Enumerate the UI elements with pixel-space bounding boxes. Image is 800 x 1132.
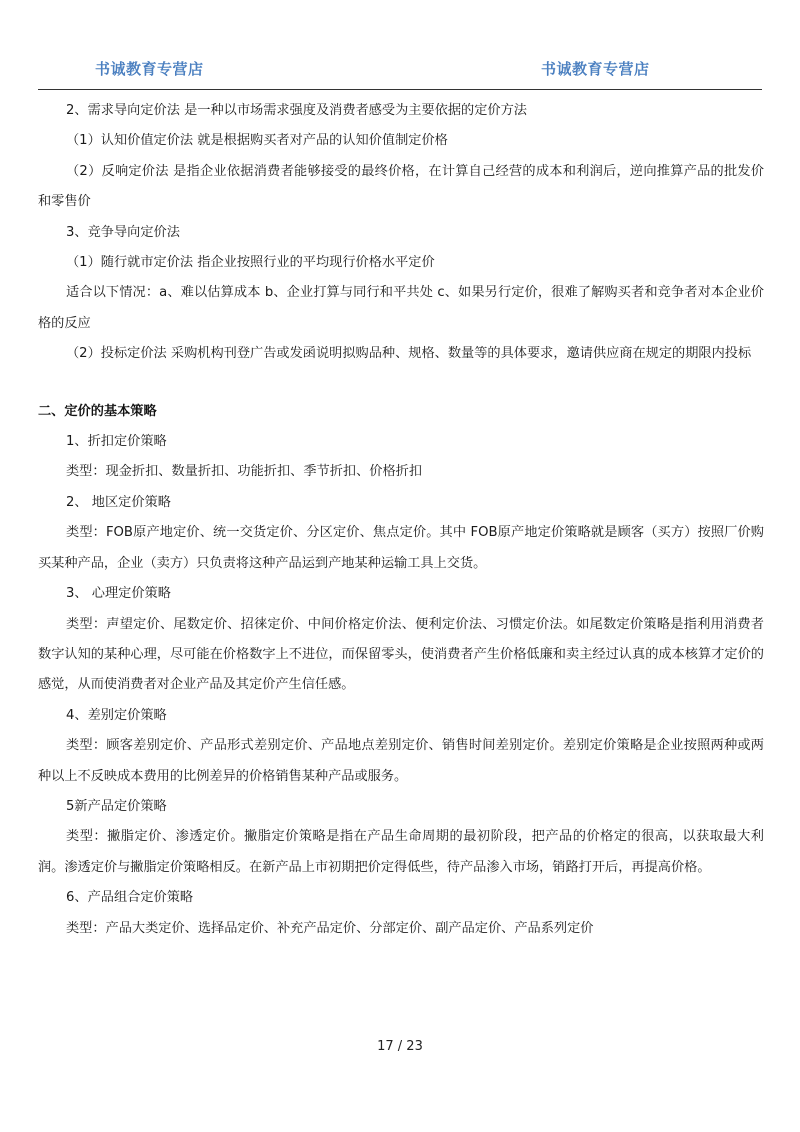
paragraph: 类型：顾客差别定价、产品形式差别定价、产品地点差别定价、销售时间差别定价。差别定价策略是企业按照两种或两种以上不反映成本费用的比例差异的价格销售某种产品或服务。 [38, 738, 764, 784]
paragraph: 类型：声望定价、尾数定价、招徕定价、中间价格定价法、便利定价法、习惯定价法。如尾数定价策略是指利用消费者数字认知的某种心理，尽可能在价格数字上不进位，而保留零头，使消费者产生价格低廉和卖主经过认真的成本核算才定价的感觉，从而使消费者对企业产品及其定价产生信任感。 [38, 616, 764, 693]
paragraph: 3、竞争导向定价法 [66, 224, 180, 240]
paragraph: 2、需求导向定价法 是一种以市场需求强度及消费者感受为主要依据的定价方法 [66, 103, 527, 118]
paragraph: 类型：FOB原产地定价、统一交货定价、分区定价、焦点定价。其中 FOB原产地定价策略就是顾客（买方）按照厂价购买某种产品，企业（卖方）只负责将这种产品运到产地某种运输工具上交货。 [38, 525, 764, 571]
document-body [38, 96, 764, 944]
subsection-heading: 6、产品组合定价策略 [66, 890, 194, 906]
paragraph: 适合以下情况：a、难以估算成本 b、企业打算与同行和平共处 c、如果另行定价，很难了解购买者和竞争者对本企业价格的反应 [38, 285, 764, 331]
section-heading: 二、定价的基本策略 [38, 403, 157, 419]
header-divider [38, 89, 762, 90]
page-number: 17 / 23 [377, 1039, 423, 1054]
paragraph: 类型：现金折扣、数量折扣、功能折扣、季节折扣、价格折扣 [66, 464, 423, 480]
subsection-heading: 2、 地区定价策略 [66, 494, 171, 510]
paragraph: （1）随行就市定价法 指企业按照行业的平均现行价格水平定价 [66, 255, 435, 271]
header-store-name-left: 书诚教育专营店 [95, 60, 204, 78]
subsection-heading: 5新产品定价策略 [66, 798, 167, 814]
paragraph: （1）认知价值定价法 就是根据购买者对产品的认知价值制定价格 [66, 133, 448, 149]
subsection-heading: 4、差别定价策略 [66, 707, 167, 723]
section-spacer [38, 370, 764, 397]
paragraph: （2）反响定价法 是指企业依据消费者能够接受的最终价格，在计算自己经营的成本和利润后，逆向推算产品的批发价和零售价 [38, 163, 764, 210]
subsection-heading: 1、折扣定价策略 [66, 434, 167, 450]
paragraph: （2）投标定价法 采购机构刊登广告或发函说明拟购品种、规格、数量等的具体要求，邀请供应商在规定的期限内投标 [66, 346, 752, 362]
paragraph: 类型：撇脂定价、渗透定价。撇脂定价策略是指在产品生命周期的最初阶段，把产品的价格定的很高，以获取最大利润。渗透定价与撇脂定价策略相反。在新产品上市初期把价定得低些，待产品渗入市场，销路打开后，再提高价格。 [38, 829, 764, 875]
header-store-name-right: 书诚教育专营店 [541, 60, 650, 78]
paragraph: 类型：产品大类定价、选择品定价、补充产品定价、分部定价、副产品定价、产品系列定价 [66, 920, 594, 936]
subsection-heading: 3、 心理定价策略 [66, 586, 171, 602]
